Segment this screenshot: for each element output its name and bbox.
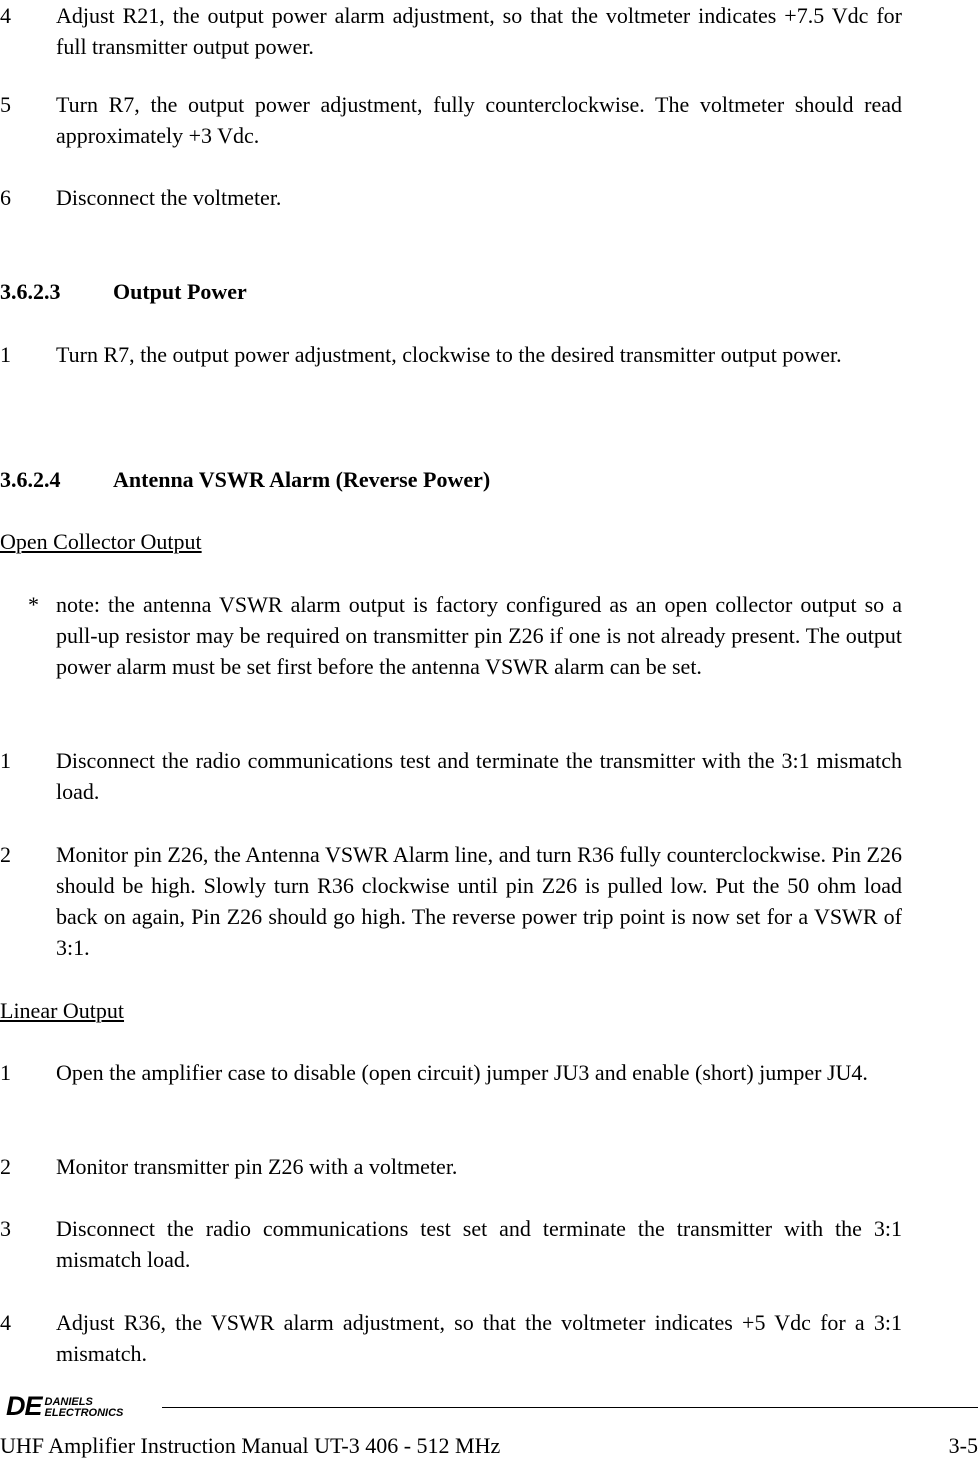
open-collector-step-1 <box>0 745 902 807</box>
note-marker: * <box>28 592 39 617</box>
daniels-electronics-logo <box>6 1393 123 1420</box>
step-text: Turn R7, the output power adjustment, clockwise to the desired transmitter output power. <box>56 342 842 367</box>
linear-step-3 <box>0 1213 902 1275</box>
vswr-note <box>0 589 902 682</box>
step-text: Adjust R21, the output power alarm adjustment, so that the voltmeter indicates +7.5 Vdc for full transmitter output power. <box>56 3 902 59</box>
subheading-linear-output: Linear Output <box>0 998 125 1023</box>
linear-step-2 <box>0 1151 902 1182</box>
step-number: 5 <box>0 92 11 117</box>
footer-divider <box>162 1407 978 1408</box>
step-number: 4 <box>0 3 11 28</box>
step-text: Disconnect the radio communications test set and terminate the transmitter with the 3:1 mismatch load. <box>56 1216 902 1272</box>
step-4 <box>0 0 902 62</box>
step-number: 2 <box>0 1154 11 1179</box>
step-text: Adjust R36, the VSWR alarm adjustment, so that the voltmeter indicates +5 Vdc for a 3:1 mismatch. <box>56 1310 902 1366</box>
step-text: Disconnect the voltmeter. <box>56 185 282 210</box>
step-number: 1 <box>0 342 11 367</box>
step-text: Disconnect the radio communications test and terminate the transmitter with the 3:1 mismatch load. <box>56 748 902 804</box>
step-number: 3 <box>0 1216 11 1241</box>
note-text: note: the antenna VSWR alarm output is factory configured as an open collector output so a pull-up resistor may be required on transmitter pin Z26 if one is not already present. The output power alarm must be set first before the antenna VSWR alarm can be set. <box>56 592 902 679</box>
linear-step-4 <box>0 1307 902 1369</box>
step-text: Open the amplifier case to disable (open circuit) jumper JU3 and enable (short) jumper JU4. <box>56 1060 868 1085</box>
step-number: 4 <box>0 1310 11 1335</box>
step-6 <box>0 182 902 213</box>
section-heading-vswr <box>0 464 490 495</box>
step-text: Monitor transmitter pin Z26 with a voltmeter. <box>56 1154 458 1179</box>
logo-mark: DE <box>6 1391 42 1421</box>
logo-wordmark <box>45 1397 124 1419</box>
section-title: Antenna VSWR Alarm (Reverse Power) <box>113 467 491 492</box>
section-heading-output-power <box>0 276 247 307</box>
linear-step-1 <box>0 1057 902 1088</box>
step-text: Turn R7, the output power adjustment, fully counterclockwise. The voltmeter should read approximately +3 Vdc. <box>56 92 902 148</box>
step-number: 6 <box>0 185 11 210</box>
section-number: 3.6.2.4 <box>0 467 61 492</box>
footer-manual-title: UHF Amplifier Instruction Manual UT-3 406 - 512 MHz <box>0 1433 501 1458</box>
step-text: Monitor pin Z26, the Antenna VSWR Alarm line, and turn R36 fully counterclockwise. Pin Z26 should be high. Slowly turn R36 clockwise until pin Z26 is pulled low. Put the 50 ohm load back on again, Pin Z26 should go high. The reverse power trip point is now set for a VSWR of 3:1. <box>56 842 902 960</box>
page-number: 3-5 <box>948 1433 978 1458</box>
open-collector-step-2 <box>0 839 902 963</box>
step-5 <box>0 89 902 151</box>
logo-line-1: DANIELS <box>44 1395 93 1408</box>
step-number: 1 <box>0 1060 11 1085</box>
step-number: 2 <box>0 842 11 867</box>
section-title: Output Power <box>113 279 247 304</box>
section-number: 3.6.2.3 <box>0 279 61 304</box>
subheading-open-collector: Open Collector Output <box>0 529 202 554</box>
output-power-step-1 <box>0 339 902 370</box>
logo-line-2: ELECTRONICS <box>44 1406 124 1419</box>
step-number: 1 <box>0 748 11 773</box>
